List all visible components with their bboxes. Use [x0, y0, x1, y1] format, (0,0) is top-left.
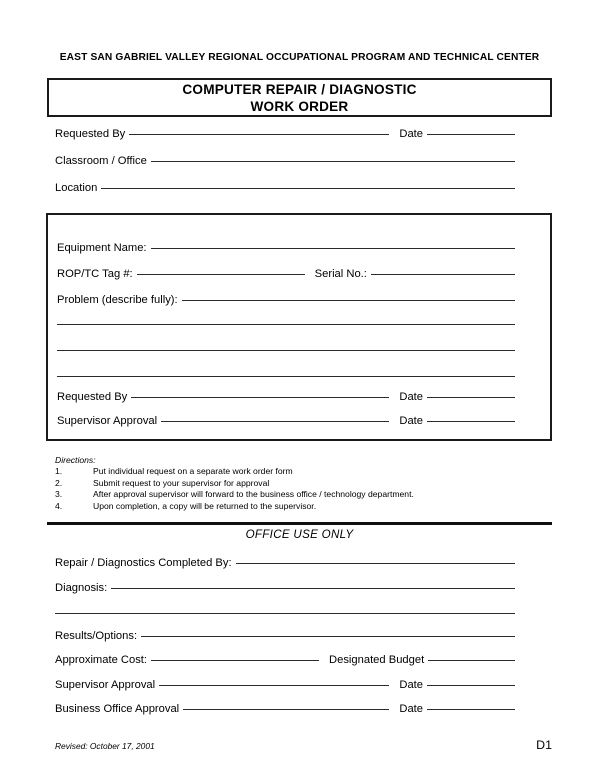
- business-office-approval-input-line[interactable]: [183, 709, 389, 710]
- results-options-row: [55, 630, 515, 642]
- directions-item: [55, 501, 535, 513]
- designated-budget-label: Designated Budget: [329, 654, 425, 666]
- diagnosis-row: [55, 582, 515, 594]
- office-supervisor-date-input-line[interactable]: [427, 685, 515, 686]
- tag-serial-row: [57, 268, 515, 280]
- serial-no-input-line[interactable]: [371, 274, 515, 275]
- directions-item-text: Put individual request on a separate work order form: [93, 466, 293, 476]
- revised-date: Revised: October 17, 2001: [55, 741, 155, 751]
- box-requested-by-input-line[interactable]: [131, 397, 389, 398]
- requested-by-date-label: Date: [399, 128, 423, 140]
- directions-item-number: 4.: [55, 500, 63, 511]
- approximate-cost-label: Approximate Cost:: [55, 654, 148, 666]
- equipment-name-label: Equipment Name:: [57, 242, 147, 254]
- business-office-approval-label: Business Office Approval: [55, 703, 180, 715]
- rop-tc-tag-label: ROP/TC Tag #:: [57, 268, 133, 280]
- classroom-office-input-line[interactable]: [151, 161, 515, 162]
- box-supervisor-approval-input-line[interactable]: [161, 421, 389, 422]
- directions-item: [55, 466, 535, 478]
- completed-by-input-line[interactable]: [236, 563, 515, 564]
- form-title-box: [47, 78, 552, 117]
- business-office-approval-row: [55, 703, 515, 715]
- designated-budget-input-line[interactable]: [428, 660, 515, 661]
- directions-item-number: 3.: [55, 489, 63, 500]
- office-supervisor-approval-input-line[interactable]: [159, 685, 389, 686]
- box-supervisor-approval-label: Supervisor Approval: [57, 415, 158, 427]
- directions-item-text: Upon completion, a copy will be returned to the supervisor.: [93, 500, 317, 511]
- cost-budget-row: [55, 654, 515, 666]
- approximate-cost-input-line[interactable]: [151, 660, 319, 661]
- directions-item-text: After approval supervisor will forward to the business office / technology department.: [93, 489, 414, 500]
- office-use-divider: [47, 522, 552, 525]
- requested-by-date-input-line[interactable]: [427, 134, 515, 135]
- box-supervisor-date-label: Date: [399, 415, 423, 427]
- directions-item: [55, 478, 535, 490]
- office-supervisor-approval-row: [55, 679, 515, 691]
- problem-input-line[interactable]: [182, 300, 515, 301]
- box-supervisor-approval-row: [57, 415, 515, 427]
- classroom-office-label: Classroom / Office: [55, 155, 147, 167]
- results-options-label: Results/Options:: [55, 630, 138, 642]
- problem-continuation-line-2[interactable]: [57, 350, 515, 351]
- organization-title: EAST SAN GABRIEL VALLEY REGIONAL OCCUPATIONAL PROGRAM AND TECHNICAL CENTER: [59, 52, 540, 63]
- completed-by-row: [55, 557, 515, 569]
- problem-label: Problem (describe fully):: [57, 294, 178, 306]
- office-supervisor-date-label: Date: [399, 679, 423, 691]
- office-supervisor-approval-label: Supervisor Approval: [55, 679, 156, 691]
- box-requested-by-row: [57, 391, 515, 403]
- requested-by-input-line[interactable]: [129, 134, 389, 135]
- business-office-date-input-line[interactable]: [427, 709, 515, 710]
- problem-continuation-line-3[interactable]: [57, 376, 515, 377]
- equipment-name-input-line[interactable]: [151, 248, 515, 249]
- serial-no-label: Serial No.:: [314, 268, 367, 280]
- directions-item-number: 1.: [55, 466, 63, 476]
- results-options-input-line[interactable]: [141, 636, 515, 637]
- diagnosis-input-line[interactable]: [111, 588, 515, 589]
- form-title-line-2: WORK ORDER: [250, 98, 349, 114]
- business-office-date-label: Date: [399, 703, 423, 715]
- directions-item-text: Submit request to your supervisor for approval: [93, 477, 270, 488]
- box-requested-by-label: Requested By: [57, 391, 128, 403]
- equipment-name-row: [57, 242, 515, 254]
- location-row: [55, 182, 515, 194]
- diagnosis-label: Diagnosis:: [55, 582, 108, 594]
- office-use-heading: OFFICE USE ONLY: [245, 528, 354, 541]
- diagnosis-continuation-line-1[interactable]: [55, 613, 515, 614]
- problem-row: [57, 294, 515, 306]
- page-code: D1: [536, 738, 552, 752]
- directions-list: [55, 466, 535, 512]
- box-supervisor-date-input-line[interactable]: [427, 421, 515, 422]
- form-title-line-1: COMPUTER REPAIR / DIAGNOSTIC: [182, 81, 417, 97]
- problem-continuation-line-1[interactable]: [57, 324, 515, 325]
- requested-by-row: [55, 128, 515, 140]
- directions-heading: Directions:: [55, 455, 96, 465]
- classroom-office-row: [55, 155, 515, 167]
- directions-item-number: 2.: [55, 477, 63, 488]
- location-input-line[interactable]: [101, 188, 515, 189]
- directions-item: [55, 489, 535, 501]
- box-requested-by-date-input-line[interactable]: [427, 397, 515, 398]
- rop-tc-tag-input-line[interactable]: [137, 274, 305, 275]
- box-requested-by-date-label: Date: [399, 391, 423, 403]
- location-label: Location: [55, 182, 98, 194]
- completed-by-label: Repair / Diagnostics Completed By:: [55, 557, 232, 569]
- requested-by-label: Requested By: [55, 128, 126, 140]
